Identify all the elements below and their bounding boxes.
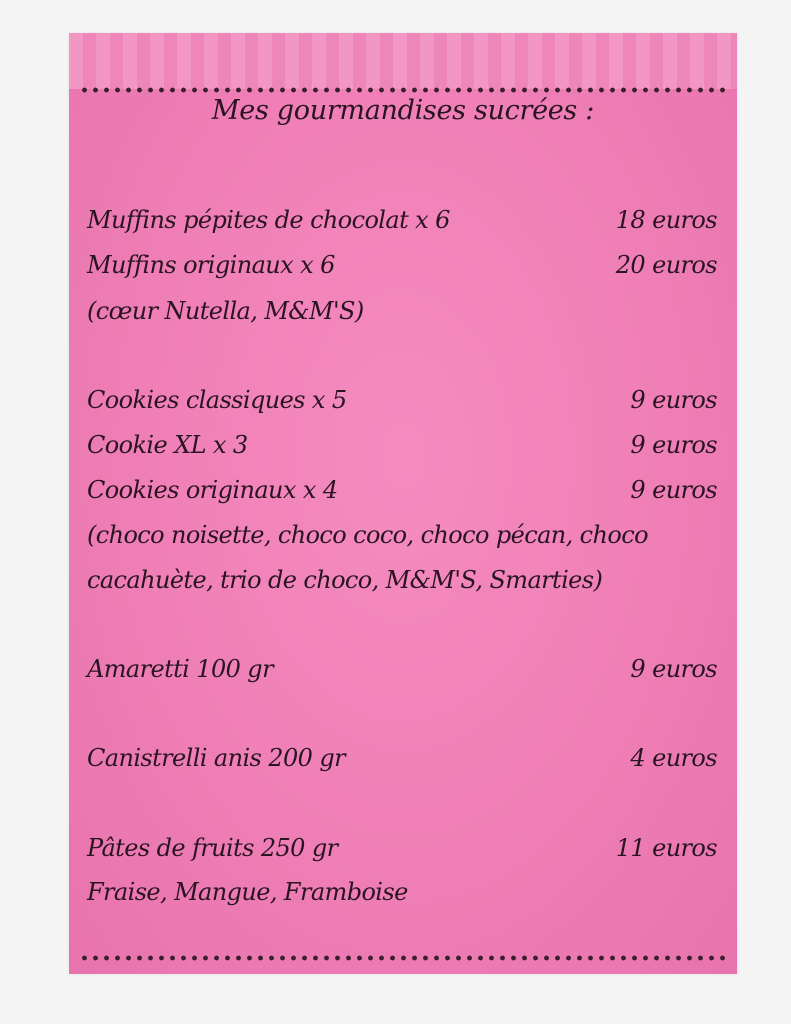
menu-item-name: Cookies classiques x 5 bbox=[87, 386, 347, 414]
dotted-divider-top bbox=[79, 87, 727, 93]
menu-title: Mes gourmandises sucrées : bbox=[211, 95, 595, 126]
menu-item-price: 9 euros bbox=[630, 655, 717, 683]
menu-item-name: Muffins pépites de chocolat x 6 bbox=[87, 206, 450, 234]
menu-item-price: 9 euros bbox=[630, 476, 717, 504]
menu-item-price: 9 euros bbox=[630, 386, 717, 414]
menu-item-price: 20 euros bbox=[615, 251, 717, 279]
menu-item-name: Muffins originaux x 6 bbox=[87, 251, 335, 279]
menu-item-price: 4 euros bbox=[630, 744, 717, 772]
menu-item-note: Fraise, Mangue, Framboise bbox=[87, 878, 408, 906]
striped-header-band bbox=[69, 33, 737, 89]
menu-item-price: 11 euros bbox=[615, 834, 717, 862]
menu-item-note: cacahuète, trio de choco, M&M'S, Smarties) bbox=[87, 566, 603, 594]
menu-item-name: Cookie XL x 3 bbox=[87, 431, 248, 459]
menu-item-name: Cookies originaux x 4 bbox=[87, 476, 338, 504]
menu-item-price: 9 euros bbox=[630, 431, 717, 459]
menu-item-price: 18 euros bbox=[615, 206, 717, 234]
menu-item-note: (choco noisette, choco coco, choco pécan, choco bbox=[87, 521, 648, 549]
menu-item-name: Pâtes de fruits 250 gr bbox=[87, 834, 338, 862]
menu-item-name: Amaretti 100 gr bbox=[87, 655, 273, 683]
menu-item-note: (cœur Nutella, M&M'S) bbox=[87, 297, 364, 325]
menu-card bbox=[69, 33, 737, 974]
dotted-divider-bottom bbox=[79, 955, 727, 961]
menu-item-name: Canistrelli anis 200 gr bbox=[87, 744, 345, 772]
